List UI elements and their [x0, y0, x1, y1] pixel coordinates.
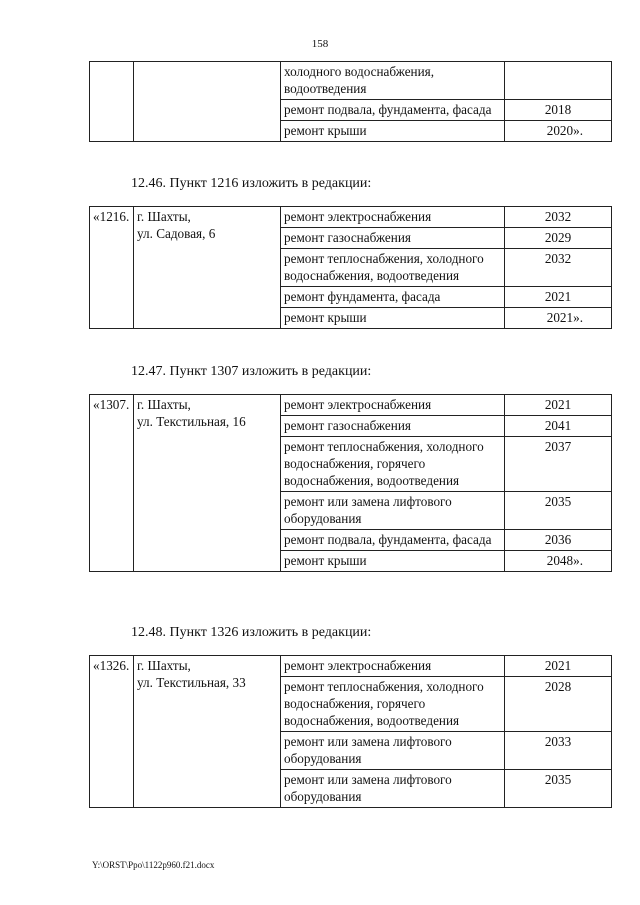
item-table-1307 — [89, 394, 612, 572]
table-row — [90, 656, 612, 677]
work-type-cell: ремонт теплоснабжения, холодного водоснабжения, горячего водоснабжения, водоотведения — [281, 677, 505, 732]
table-row — [90, 207, 612, 228]
year-cell: 2018 — [505, 100, 612, 121]
year-cell: 2032 — [505, 249, 612, 287]
work-type-cell: ремонт теплоснабжения, холодного водоснабжения, водоотведения — [281, 249, 505, 287]
address-cell — [134, 207, 281, 329]
address-cell — [134, 62, 281, 142]
table-row — [90, 395, 612, 416]
address-city: г. Шахты, — [137, 397, 191, 412]
work-type-cell: ремонт подвала, фундамента, фасада — [281, 530, 505, 551]
year-cell: 2021». — [505, 308, 612, 329]
work-type-cell: ремонт фундамента, фасада — [281, 287, 505, 308]
year-cell: 2021 — [505, 395, 612, 416]
year-cell: 2032 — [505, 207, 612, 228]
section-heading-1326: 12.48. Пункт 1326 изложить в редакции: — [131, 625, 372, 640]
work-type-cell: ремонт подвала, фундамента, фасада — [281, 100, 505, 121]
work-type-cell: ремонт крыши — [281, 121, 505, 142]
work-type-cell: ремонт электроснабжения — [281, 656, 505, 677]
work-type-cell: ремонт или замена лифтового оборудования — [281, 492, 505, 530]
address-cell — [134, 395, 281, 572]
section-heading-1307: 12.47. Пункт 1307 изложить в редакции: — [131, 364, 372, 379]
item-number-cell — [90, 62, 134, 142]
item-number-cell: «1307. — [90, 395, 134, 572]
work-type-cell: ремонт или замена лифтового оборудования — [281, 732, 505, 770]
address-city: г. Шахты, — [137, 658, 191, 673]
year-cell — [505, 62, 612, 100]
work-type-cell: ремонт газоснабжения — [281, 416, 505, 437]
year-cell: 2048». — [505, 551, 612, 572]
work-type-cell: холодного водоснабжения, водоотведения — [281, 62, 505, 100]
page-number: 158 — [311, 38, 329, 50]
item-table-1216 — [89, 206, 612, 329]
work-type-cell: ремонт электроснабжения — [281, 395, 505, 416]
work-type-cell: ремонт газоснабжения — [281, 228, 505, 249]
year-cell: 2021 — [505, 287, 612, 308]
continuation-table — [89, 61, 612, 142]
year-cell: 2033 — [505, 732, 612, 770]
year-cell: 2028 — [505, 677, 612, 732]
work-type-cell: ремонт крыши — [281, 551, 505, 572]
work-type-cell: ремонт или замена лифтового оборудования — [281, 770, 505, 808]
address-cell — [134, 656, 281, 808]
work-type-cell: ремонт теплоснабжения, холодного водоснабжения, горячего водоснабжения, водоотведения — [281, 437, 505, 492]
year-cell: 2029 — [505, 228, 612, 249]
file-path-footer: Y:\ORST\Ppo\1122p960.f21.docx — [92, 860, 215, 870]
item-number-cell: «1326. — [90, 656, 134, 808]
year-cell: 2035 — [505, 492, 612, 530]
address-street: ул. Текстильная, 16 — [137, 414, 246, 429]
year-cell: 2020». — [505, 121, 612, 142]
item-table-1326 — [89, 655, 612, 808]
address-city: г. Шахты, — [137, 209, 191, 224]
address-street: ул. Текстильная, 33 — [137, 675, 246, 690]
item-number-cell: «1216. — [90, 207, 134, 329]
year-cell: 2035 — [505, 770, 612, 808]
year-cell: 2041 — [505, 416, 612, 437]
year-cell: 2037 — [505, 437, 612, 492]
year-cell: 2021 — [505, 656, 612, 677]
work-type-cell: ремонт крыши — [281, 308, 505, 329]
table-row — [90, 62, 612, 100]
address-street: ул. Садовая, 6 — [137, 226, 216, 241]
year-cell: 2036 — [505, 530, 612, 551]
section-heading-1216: 12.46. Пункт 1216 изложить в редакции: — [131, 176, 372, 191]
work-type-cell: ремонт электроснабжения — [281, 207, 505, 228]
